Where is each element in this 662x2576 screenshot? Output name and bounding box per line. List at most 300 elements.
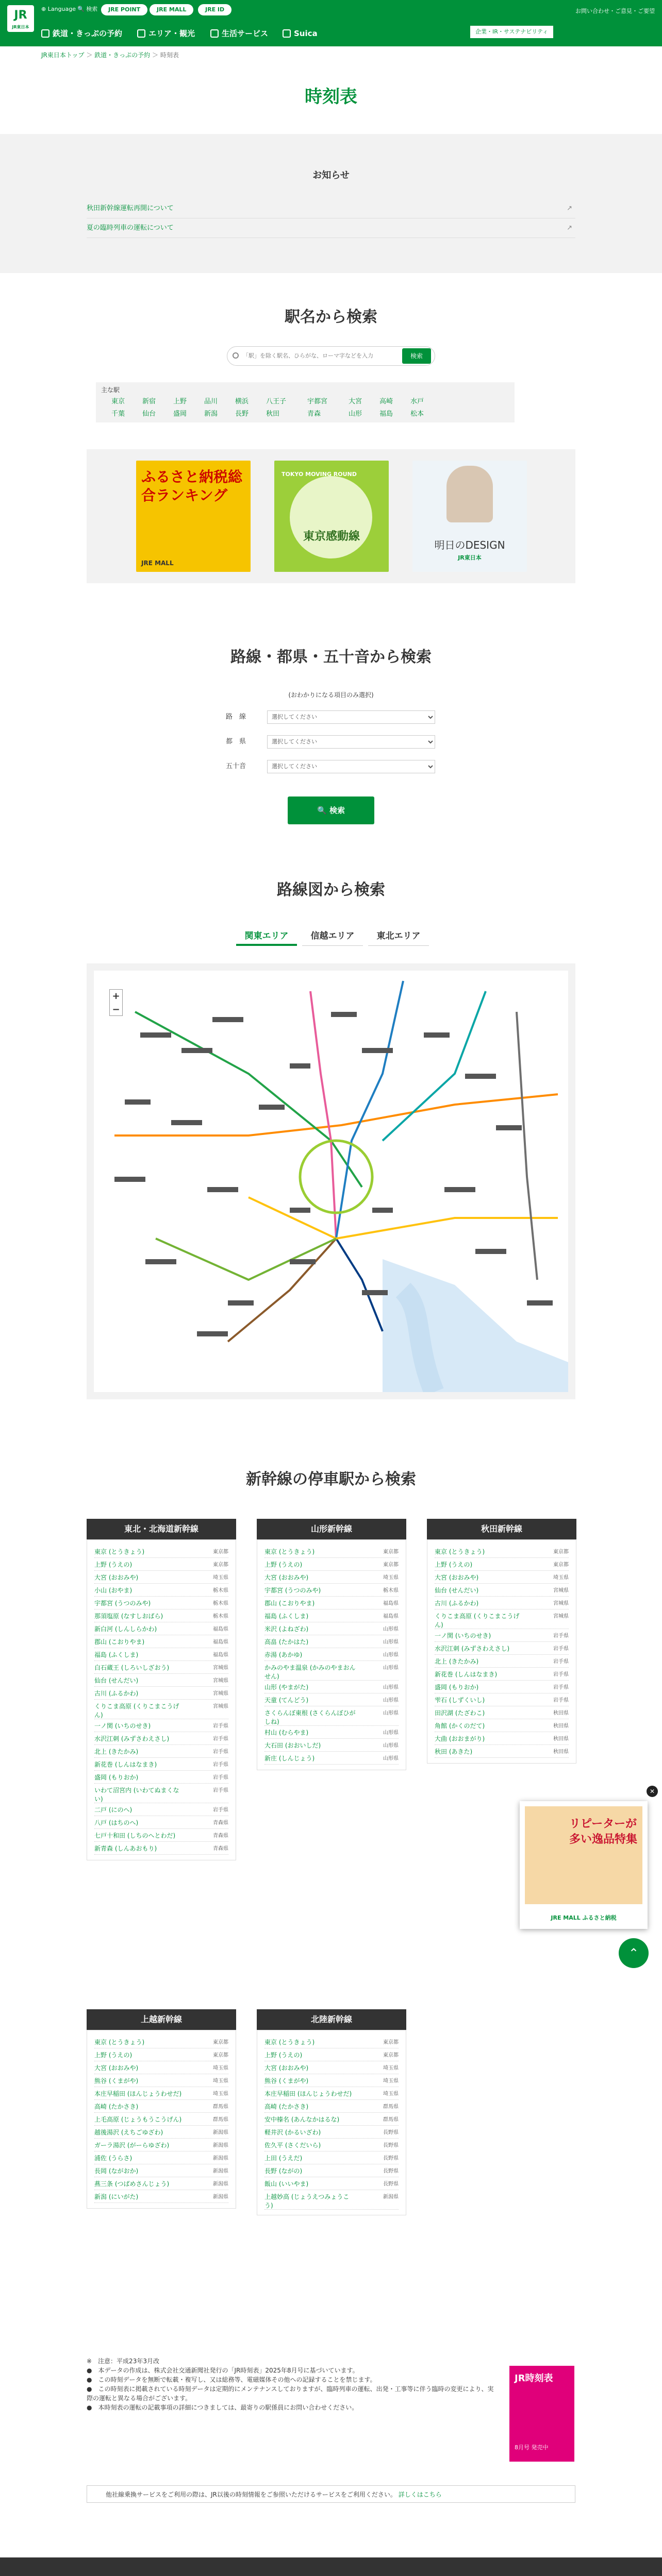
station-link[interactable]: 福島 (ふくしま) [264,1613,309,1620]
life-icon [210,29,219,38]
banner-tokyo-moving[interactable] [274,461,389,572]
shinkansen-station-item [264,1739,399,1752]
station-link[interactable]: 新潟 (にいがた) [94,2193,139,2200]
prefecture-label: 山形県 [383,1743,399,1749]
shinkansen-station-item [264,2190,399,2210]
shinkansen-station-item [94,1687,228,1700]
station-link[interactable]: 米沢 (よねざわ) [264,1625,309,1633]
shinkansen-station-item [264,1726,399,1739]
prefecture-label: 新潟県 [383,2194,399,2200]
station-link[interactable]: 上野 (うえの) [264,2052,303,2059]
station-link[interactable]: 新庄 (しんじょう) [264,1755,315,1762]
transfer-info-text: 他社線乗換サービスをご利用の際は、JR以後の時刻情報をご参照いただけるサービスをご利用ください。 [106,2491,396,2498]
prefecture-label: 東京都 [213,1549,228,1555]
shinkansen-station-item [94,1732,228,1745]
nav-area[interactable]: エリア・観光 [137,25,195,42]
prefecture-label: 岩手県 [553,1646,569,1652]
shinkansen-station-item [435,1745,569,1758]
popular-station-link[interactable]: 新潟 [204,410,218,418]
shinkansen-station-item [94,2100,228,2113]
station-link[interactable]: 大宮 (おおみや) [94,2064,139,2072]
prefecture-label: 宮城県 [553,1614,569,1619]
popular-station-link[interactable]: 長野 [235,410,249,418]
prefecture-label: 埼玉県 [383,2078,399,2084]
search-link[interactable]: 🔍 検索 [77,6,98,12]
prefecture-label: 新潟県 [213,2194,228,2200]
station-link[interactable]: 安中榛名 (あんなかはるな) [264,2116,340,2123]
station-link[interactable]: 北上 (きたかみ) [435,1658,479,1665]
station-link[interactable]: 東京 (とうきょう) [94,2039,145,2046]
prefecture-label: 宮城県 [553,1588,569,1594]
shinkansen-station-item [435,1597,569,1609]
station-link[interactable]: 越後湯沢 (えちごゆざわ) [94,2129,163,2136]
station-link[interactable]: 大宮 (おおみや) [435,1574,479,1581]
ad-sub: JRE MALL ふるさと納税 [551,1914,617,1921]
note-line: ● この時刻表に掲載されている時刻データは定期的にメンテナンスしておりますが、臨時列車の運転、出発・工事等に伴う臨時の変更により、実際の運転と異なる場合がございます。 [87,2385,494,2402]
shinkansen-station-item [94,2190,228,2203]
station-link[interactable]: 上野 (うえの) [435,1561,473,1568]
notice-item[interactable]: 秋田新幹線運転再開について ↗ [87,199,575,218]
prefecture-label: 山形県 [383,1698,399,1703]
station-link[interactable]: 北上 (きたかみ) [94,1748,139,1755]
prefecture-label: 東京都 [383,1549,399,1555]
station-link[interactable]: 長岡 (ながおか) [94,2167,139,2175]
prefecture-label: 岩手県 [213,1762,228,1768]
nav-life[interactable]: 生活サービス [210,25,268,42]
external-link-icon: ↗ [567,224,572,232]
station-link[interactable]: 大曲 (おおまがり) [435,1735,485,1742]
prefecture-label: 群馬県 [383,2117,399,2123]
prefecture-label: 新潟県 [213,2168,228,2174]
station-link[interactable]: 天童 (てんどう) [264,1697,309,1704]
prefecture-label: 山形県 [383,1685,399,1690]
floating-ad[interactable] [520,1801,648,1929]
station-link[interactable]: 秋田 (あきた) [435,1748,473,1755]
jre-id-button[interactable]: JRE ID [198,4,231,15]
station-link[interactable]: 新花巻 (しんはなまき) [435,1671,498,1678]
page-top-button[interactable]: ⌃ [619,1938,649,1968]
shinkansen-line-panel [87,1519,236,1860]
shinkansen-station-item [264,1609,399,1622]
prefecture-label: 山形県 [383,1730,399,1736]
station-link[interactable]: 東京 (とうきょう) [264,2039,315,2046]
line-select-row [226,709,436,725]
station-link[interactable]: くりこま高原 (くりこまこうげん) [435,1613,520,1629]
prefecture-label: 東京都 [553,1549,569,1555]
tab-tohoku[interactable]: 東北エリア [368,926,429,946]
shinkansen-station-list [257,2030,406,2215]
shinkansen-station-item [264,2164,399,2177]
prefecture-label: 東京都 [383,1562,399,1568]
station-link[interactable]: 新白河 (しんしらかわ) [94,1625,157,1633]
shinkansen-station-item [94,1816,228,1829]
shinkansen-station-item [94,2036,228,2048]
banner-area [87,449,575,583]
shinkansen-station-list [87,2030,236,2209]
shinkansen-station-item [435,1558,569,1571]
shinkansen-station-item [94,2048,228,2061]
shinkansen-station-item [264,2048,399,2061]
pref-select-row [226,734,436,750]
prefecture-label: 栃木県 [383,1588,399,1594]
banner-furusato[interactable] [136,461,251,572]
station-link[interactable]: 新青森 (しんあおもり) [94,1845,157,1852]
shinkansen-station-item [264,1584,399,1597]
station-link[interactable]: 東京 (とうきょう) [264,1548,315,1555]
nav-rail[interactable]: 鉄道・きっぷの予約 [41,25,122,42]
breadcrumb-item-top[interactable]: JR東日本トップ [41,52,85,59]
station-link[interactable]: 長野 (ながの) [264,2167,303,2175]
station-link[interactable]: 山形 (やまがた) [264,1684,309,1691]
page-title: 時刻表 [305,87,357,107]
prefecture-label: 東京都 [213,2040,228,2045]
shinkansen-station-item [94,2061,228,2074]
popular-station-link[interactable]: 高崎 [379,398,393,405]
notice-item[interactable]: 夏の臨時列車の運転について ↗ [87,218,575,238]
line-select[interactable] [267,710,435,724]
breadcrumb: JR東日本トップ ＞ 鉄道・きっぷの予約 ＞ 時刻表 [41,52,179,59]
station-link[interactable]: 雫石 (しずくいし) [435,1697,485,1704]
prefecture-label: 秋田県 [553,1749,569,1755]
jre-mall-button[interactable]: JRE MALL [150,4,193,15]
shinkansen-station-item [264,1661,399,1681]
shinkansen-station-item [94,1648,228,1661]
prefecture-label: 山形県 [383,1665,399,1671]
kana-select[interactable] [267,760,435,773]
condition-search-button[interactable]: 🔍 検索 [288,796,374,824]
shinkansen-station-item [264,1597,399,1609]
prefecture-label: 群馬県 [213,2117,228,2123]
shinkansen-station-item [94,1545,228,1558]
shinkansen-station-item [264,1706,399,1726]
shinkansen-station-item [264,2139,399,2151]
prefecture-label: 岩手県 [213,1736,228,1742]
timetable-book-ad[interactable] [509,2366,574,2462]
shinkansen-station-item [264,1635,399,1648]
prefecture-label: 東京都 [383,2053,399,2058]
popular-station-link[interactable]: 仙台 [142,410,156,418]
station-link[interactable]: 福島 (ふくしま) [94,1651,139,1658]
station-link[interactable]: ガーラ湯沢 (がーらゆざわ) [94,2142,170,2149]
station-link[interactable]: 郡山 (こおりやま) [264,1600,315,1607]
jr-logo[interactable]: JR JR東日本 [7,5,34,32]
shinkansen-station-item [94,2164,228,2177]
prefecture-label: 宮城県 [213,1665,228,1671]
station-link[interactable]: 村山 (むらやま) [264,1729,309,1736]
shinkansen-station-item [264,2100,399,2113]
shinkansen-station-item [435,1642,569,1655]
shinkansen-station-item [264,1545,399,1558]
station-link[interactable]: 燕三条 (つばめさんじょう) [94,2180,170,2188]
shinkansen-station-item [94,1842,228,1855]
shinkansen-station-item [264,1571,399,1584]
station-link[interactable]: 上越妙高 (じょうえつみょうこう) [264,2193,350,2209]
station-link[interactable]: 飯山 (いいやま) [264,2180,309,2188]
note-line: ● この時刻データを無断で転載・複写し、又は総務等、電磁媒体その他への記録することを禁じます。 [87,2376,376,2383]
station-link[interactable]: 郡山 (こおりやま) [94,1638,145,1646]
shinkansen-station-item [264,2113,399,2126]
popular-station-link[interactable]: 東京 [111,398,125,405]
banner-sub: TOKYO MOVING ROUND [282,471,357,478]
search-icon: 🔍 [317,806,327,815]
shinkansen-line-panel [257,2009,406,2215]
popular-station-link[interactable]: 松本 [410,410,424,418]
station-link[interactable]: 八戸 (はちのへ) [94,1819,139,1826]
prefecture-label: 埼玉県 [553,1575,569,1581]
station-link[interactable]: 盛岡 (もりおか) [94,1774,139,1781]
shinkansen-line-panel [427,1519,576,1764]
shinkansen-station-item [264,1648,399,1661]
popular-station-link[interactable]: 山形 [349,410,362,418]
close-icon[interactable]: ✕ [647,1786,658,1797]
prefecture-label: 長野県 [383,2168,399,2174]
station-link[interactable]: 七戸十和田 (しちのへとわだ) [94,1832,176,1839]
global-header [0,0,662,46]
route-map-svg [94,971,568,1392]
station-search-button[interactable]: 検索 [402,348,431,364]
shinkansen-station-item [264,1681,399,1693]
prefecture-label: 埼玉県 [213,1575,228,1581]
prefecture-label: 宮城県 [553,1601,569,1606]
station-link[interactable]: 水沢江刺 (みずさわえさし) [435,1645,510,1652]
shinkansen-station-item [94,1758,228,1771]
corporate-button[interactable]: 企業・IR・サステナビリティ [470,26,553,38]
prefecture-label: 埼玉県 [383,2091,399,2097]
popular-station-link[interactable]: 千葉 [111,410,125,418]
shinkansen-station-list [87,1539,236,1860]
station-link[interactable]: 上野 (うえの) [94,1561,133,1568]
prefecture-label: 東京都 [383,2040,399,2045]
station-link[interactable]: 古川 (ふるかわ) [435,1600,479,1607]
details-link[interactable]: 詳しくはこちら [398,2491,442,2498]
station-link[interactable]: 大宮 (おおみや) [264,2064,309,2072]
station-link[interactable]: 高崎 (たかさき) [264,2103,309,2110]
note-line: ※ 注意：平成23年3月改 [87,2358,159,2365]
shinkansen-line-panel [257,1519,406,1770]
station-link[interactable]: 本庄早稲田 (ほんじょうわせだ) [94,2090,182,2097]
prefecture-label: 岩手県 [213,1749,228,1755]
popular-station-link[interactable]: 品川 [204,398,218,405]
tab-kanto[interactable]: 関東エリア [236,926,297,946]
prefecture-label: 群馬県 [383,2104,399,2110]
popular-station-link[interactable]: 大宮 [349,398,362,405]
shinkansen-station-item [264,2151,399,2164]
prefecture-label: 埼玉県 [213,2091,228,2097]
shinkansen-station-item [94,1558,228,1571]
prefecture-select[interactable] [267,735,435,749]
station-link[interactable]: 熊谷 (くまがや) [94,2077,139,2084]
popular-station-link[interactable]: 盛岡 [173,410,187,418]
popular-station-link[interactable]: 横浜 [235,398,249,405]
map-zoom-control[interactable] [109,989,123,1016]
station-link[interactable]: 白石蔵王 (しろいしざおう) [94,1664,170,1671]
station-link[interactable]: 二戸 (にのへ) [94,1806,133,1814]
timetable-notes [87,2357,499,2412]
shinkansen-station-item [94,1784,228,1803]
prefecture-label: 山形県 [383,1710,399,1716]
popular-station-link[interactable]: 福島 [379,410,393,418]
prefecture-label: 新潟県 [213,2156,228,2161]
station-link[interactable]: 大宮 (おおみや) [94,1574,139,1581]
shinkansen-station-item [94,1661,228,1674]
note-line: ● 本データの作成は、株式会社交通新聞社発行の「JR時刻表」2025年8月号に基づいています。 [87,2367,359,2374]
shinkansen-station-item [264,2087,399,2100]
language-link[interactable]: ⊕ Language [41,6,76,12]
prefecture-label: 岩手県 [553,1685,569,1690]
station-link[interactable]: 田沢湖 (たざわこ) [435,1709,485,1717]
station-search-heading: 駅名から検索 [285,308,377,326]
station-link[interactable]: 宇都宮 (うつのみや) [264,1587,321,1594]
station-link[interactable]: 佐久平 (さくだいら) [264,2142,321,2149]
station-link[interactable]: いわて沼宮内 (いわてぬまくない) [94,1787,179,1803]
prefecture-label: 秋田県 [553,1736,569,1742]
station-link[interactable]: 赤湯 (あかゆ) [264,1651,303,1658]
zoom-in-button[interactable]: + [112,991,120,1002]
shinkansen-station-item [435,1681,569,1693]
shinkansen-line-panel [87,2009,236,2209]
banner-title: ふるさと納税総合ランキング [141,468,243,504]
station-link[interactable]: 古川 (ふるかわ) [94,1690,139,1697]
prefecture-label: 岩手県 [553,1659,569,1665]
prefecture-label: 埼玉県 [383,1575,399,1581]
popular-stations [96,382,515,422]
shinkansen-station-item [435,1545,569,1558]
station-link[interactable]: 東京 (とうきょう) [94,1548,145,1555]
prefecture-label: 埼玉県 [213,2078,228,2084]
prefecture-label: 東京都 [213,2053,228,2058]
contact-link[interactable]: お問い合わせ・ご意見・ご要望 [575,8,655,14]
station-link[interactable]: 高畠 (たかはた) [264,1638,309,1646]
prefecture-label: 山形県 [383,1626,399,1632]
prefecture-label: 青森県 [213,1833,228,1839]
shinkansen-station-item [435,1706,569,1719]
station-link[interactable]: 東京 (とうきょう) [435,1548,485,1555]
prefecture-label: 宮城県 [213,1704,228,1709]
station-link[interactable]: 那須塩原 (なすしおばら) [94,1613,163,1620]
shinkansen-station-item [435,1571,569,1584]
station-link[interactable]: さくらんぼ東根 (さくらんぼひがしね) [264,1709,356,1725]
prefecture-label: 岩手県 [213,1775,228,1781]
note-line: ● 本時刻表の運転の記載事項の詳細につきましては、最寄りの駅係員にお問い合わせください。 [87,2404,358,2411]
shinkansen-station-item [94,1829,228,1842]
popular-station-link[interactable]: 水戸 [410,398,424,405]
station-link[interactable]: 仙台 (せんだい) [94,1677,139,1684]
station-link[interactable]: 大石田 (おおいしだ) [264,1742,321,1749]
station-link[interactable]: 一ノ関 (いちのせき) [435,1632,491,1639]
zoom-out-button[interactable]: − [112,1004,120,1015]
popular-station-link[interactable]: 八王子 [266,398,287,405]
kana-label: 五十音 [226,762,246,770]
station-link[interactable]: 仙台 (せんだい) [435,1587,479,1594]
banner-title: 明日のDESIGN [434,539,505,551]
route-map[interactable] [94,971,568,1392]
popular-station-link[interactable]: 上野 [173,398,187,405]
shinkansen-station-list [427,1539,576,1764]
shinkansen-station-item [94,2177,228,2190]
prefecture-label: 長野県 [383,2156,399,2161]
station-link[interactable]: 本庄早稲田 (ほんじょうわせだ) [264,2090,352,2097]
station-link[interactable]: 小山 (おやま) [94,1587,133,1594]
banner-sub: JRE MALL [141,560,174,567]
station-link[interactable]: 熊谷 (くまがや) [264,2077,309,2084]
shinkansen-station-item [94,1803,228,1816]
prefecture-label: 青森県 [213,1820,228,1826]
station-link[interactable]: 軽井沢 (かるいざわ) [264,2129,321,2136]
shinkansen-station-item [264,1622,399,1635]
popular-station-link[interactable]: 秋田 [266,410,280,418]
station-link[interactable]: 水沢江刺 (みずさわえさし) [94,1735,170,1742]
banner-title: 東京感動線 [303,530,360,543]
shinkansen-station-item [264,2126,399,2139]
station-link[interactable]: くりこま高原 (くりこまこうげん) [94,1703,179,1719]
banner-design[interactable] [412,461,527,572]
prefecture-label: 山形県 [383,1639,399,1645]
tab-shinetsu[interactable]: 信越エリア [302,926,363,946]
station-link[interactable]: 角館 (かくのだて) [435,1722,485,1730]
station-link[interactable]: 浦佐 (うらさ) [94,2155,133,2162]
shinkansen-station-item [94,1674,228,1687]
station-link[interactable]: 上野 (うえの) [264,1561,303,1568]
prefecture-label: 宮城県 [213,1678,228,1684]
prefecture-label: 長野県 [383,2130,399,2136]
prefecture-label: 東京都 [213,1562,228,1568]
prefecture-label: 岩手県 [553,1698,569,1703]
station-search-input[interactable] [243,351,377,361]
station-link[interactable]: 上野 (うえの) [94,2052,133,2059]
shinkansen-heading: 新幹線の停車駅から検索 [246,1470,416,1488]
shinkansen-station-item [94,2087,228,2100]
book-ad-sub: 8月号 発売中 [515,2444,549,2451]
prefecture-label: 山形県 [383,1756,399,1761]
prefecture-label: 秋田県 [553,1710,569,1716]
jre-point-button[interactable]: JRE POINT [101,4,147,15]
station-link[interactable]: 一ノ関 (いちのせき) [94,1722,151,1730]
prefecture-label: 新潟県 [213,2143,228,2148]
notice-heading: お知らせ [312,170,350,181]
station-link[interactable]: 盛岡 (もりおか) [435,1684,479,1691]
station-link[interactable]: 大宮 (おおみや) [264,1574,309,1581]
line-label: 路 線 [226,713,246,721]
station-link[interactable]: 新花巻 (しんはなまき) [94,1761,157,1768]
popular-station-link[interactable]: 青森 [307,410,321,418]
popular-station-link[interactable]: 新宿 [142,398,156,405]
popular-station-link[interactable]: 宇都宮 [307,398,328,405]
station-link[interactable]: かみのやま温泉 (かみのやまおんせん) [264,1664,356,1680]
station-link[interactable]: 上田 (うえだ) [264,2155,303,2162]
prefecture-label: 福島県 [383,1614,399,1619]
station-link[interactable]: 宇都宮 (うつのみや) [94,1600,151,1607]
shinkansen-station-item [264,1558,399,1571]
station-link[interactable]: 上毛高原 (じょうもうこうげん) [94,2116,182,2123]
condition-search-heading: 路線・都県・五十音から検索 [230,648,432,666]
shinkansen-station-item [94,2139,228,2151]
shinkansen-station-item [264,2177,399,2190]
prefecture-label: 岩手県 [213,1807,228,1813]
shinkansen-station-item [94,2126,228,2139]
prefecture-label: 栃木県 [213,1614,228,1619]
prefecture-label: 福島県 [383,1601,399,1606]
prefecture-label: 福島県 [213,1639,228,1645]
shinkansen-station-list [257,1539,406,1770]
station-link[interactable]: 高崎 (たかさき) [94,2103,139,2110]
prefecture-label: 栃木県 [213,1588,228,1594]
search-icon [233,352,239,359]
nav-suica[interactable]: Suica [283,25,318,42]
shinkansen-station-item [435,1584,569,1597]
breadcrumb-item-rail[interactable]: 鉄道・きっぷの予約 [94,52,151,59]
shinkansen-station-item [264,1693,399,1706]
shinkansen-station-item [94,1609,228,1622]
